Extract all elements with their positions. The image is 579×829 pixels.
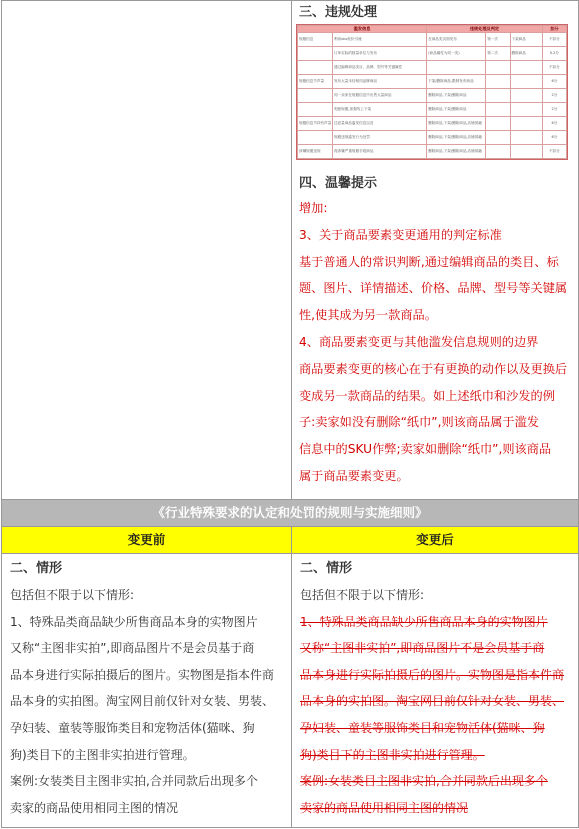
after-line	[292, 768, 578, 795]
mini-cell	[510, 89, 542, 103]
before-text	[2, 582, 291, 821]
deleted-text: 孕妇装、童装等服饰类目和宠物活体(猫咪、狗	[300, 720, 545, 735]
mini-cell: 删除商品,下架/删除商品	[427, 89, 486, 103]
mini-cell: 不扣分	[542, 61, 566, 75]
before-line: 品本身进行实际拍摄后的图片。实物图是指本件商	[10, 667, 275, 682]
tips-block	[292, 195, 578, 490]
tip-line: 增加:	[299, 201, 328, 215]
mini-cell: 删除商品,下架/删除商品,店铺屏蔽	[427, 117, 486, 131]
mini-cell	[486, 89, 510, 103]
mini-header: 滥发信息	[298, 26, 427, 33]
section4-title: 四、温馨提示	[299, 176, 378, 191]
mini-cell: 规避信息节持有声量	[298, 117, 333, 131]
mini-cell: 规避信息节声量	[298, 75, 333, 89]
mini-cell: 删除商品,下架/删除商品,店铺屏蔽	[427, 131, 486, 145]
mini-cell	[298, 131, 333, 145]
mini-header: 违规处理及判定	[427, 26, 543, 33]
rules-table	[1, 0, 579, 828]
mini-cell	[298, 103, 333, 117]
section3-title: 三、违规处理	[299, 5, 378, 20]
after-line	[292, 742, 578, 769]
mini-cell: 利用sku低价引流	[332, 33, 426, 47]
mini-cell: 删除商品,下架/删除商品,店铺屏蔽	[427, 145, 486, 159]
mini-cell	[298, 47, 333, 61]
mini-cell: 规避信息	[298, 33, 333, 47]
tip-line: 题、图片、详情描述、价格、品牌、型号等关键属	[299, 281, 568, 296]
deleted-text: 狗)类目下的主图非实拍进行管理。	[300, 747, 485, 762]
deleted-text: 品本身的实拍图。淘宝网目前仅针对女装、男装、	[300, 694, 565, 709]
mini-cell: 6分	[542, 75, 566, 89]
after-line	[292, 715, 578, 742]
tip-line: 4、商品要素变更与其他滥发信息规则的边界	[299, 334, 539, 349]
mini-cell: 第二次	[486, 47, 510, 61]
mini-header: 扣分	[542, 26, 566, 33]
mini-cell	[427, 61, 486, 75]
mini-cell	[486, 145, 510, 159]
mini-row	[298, 89, 567, 103]
mini-cell: (商品属性为同一类)	[427, 47, 486, 61]
mini-cell: 在商品类页面发布	[427, 33, 486, 47]
mini-cell	[510, 61, 542, 75]
mini-cell	[298, 61, 333, 75]
mini-cell	[486, 75, 510, 89]
mini-cell: 下架/删除商品,限制发布商品	[427, 75, 486, 89]
tip-line: 基于普通人的常识判断,通过编辑商品的类目、标	[299, 254, 559, 269]
tip-line: 子:卖家如没有删除“纸巾”,则该商品属于滥发	[299, 415, 539, 430]
after-text	[292, 582, 578, 821]
mini-cell: 规避违规滥发行为处罚	[332, 131, 426, 145]
before-line: 品本身的实拍图。淘宝网目前仅针对女装、男装、	[10, 694, 275, 709]
mini-row	[298, 145, 567, 159]
mini-cell: 不扣分	[542, 33, 566, 47]
after-line	[292, 662, 578, 689]
after-title: 二、情形	[300, 561, 353, 576]
mini-cell	[510, 145, 542, 159]
deleted-text: 品本身进行实际拍摄后的图片。实物图是指本件商	[300, 667, 565, 682]
after-line	[292, 795, 578, 822]
mini-row	[298, 131, 567, 145]
before-line: 卖家的商品使用相同主图的情况	[10, 800, 179, 815]
mini-cell: 2分	[542, 103, 566, 117]
deleted-text: 又称“主图非实拍”,即商品图片不是会员基于商	[300, 641, 545, 656]
mini-cell: 删除商品,下架/删除商品	[427, 103, 486, 117]
top-right-cell	[292, 1, 579, 500]
mini-cell: 通过编辑商品类目、品牌、型号等关键属性	[332, 61, 426, 75]
mini-cell: 6分	[542, 131, 566, 145]
mini-row	[298, 47, 567, 61]
deleted-text: 案例:女装类目主图非实拍,合并同款后出现多个	[300, 774, 548, 789]
top-left-empty-cell	[2, 1, 292, 500]
mini-cell: 不扣分	[542, 145, 566, 159]
mini-cell: 刻意规避,加强线上下架	[332, 103, 426, 117]
mini-row	[298, 33, 567, 47]
before-line: 1、特殊品类商品缺少所售商品本身的实物图片	[10, 614, 258, 629]
tip-line: 性,使其成为另一款商品。	[299, 308, 437, 323]
deleted-text: 卖家的商品使用相同主图的情况	[300, 800, 469, 815]
mini-cell	[486, 117, 510, 131]
mini-cell: 过滤量商品滥发信息以及	[332, 117, 426, 131]
after-line	[292, 635, 578, 662]
header-before: 变更前	[2, 527, 292, 554]
mini-cell	[486, 131, 510, 145]
tip-line: 商品要素变更的核心在于有更换的动作以及更换后	[299, 361, 568, 376]
mini-cell: 涉嫌规避违规	[298, 145, 333, 159]
mini-cell	[510, 117, 542, 131]
rules-banner: 《行业特殊要求的认定和处罚的规则与实施细则》	[2, 500, 579, 527]
mini-cell: 订单实际的数量单位与发布	[332, 47, 426, 61]
mini-row	[298, 61, 567, 75]
before-line: 孕妇装、童装等服饰类目和宠物活体(猫咪、狗	[10, 720, 255, 735]
tip-line: 变成另一款商品的结果。如上述纸巾和沙发的例	[299, 388, 555, 403]
before-title: 二、情形	[10, 561, 63, 576]
before-line: 狗)类目下的主图非实拍进行管理。	[10, 747, 195, 762]
mini-cell	[510, 75, 542, 89]
after-cell	[292, 554, 579, 828]
violation-table-image	[296, 24, 568, 160]
mini-cell	[510, 131, 542, 145]
mini-cell: 删除商品	[510, 47, 542, 61]
mini-cell: 0.2分	[542, 47, 566, 61]
after-line	[292, 688, 578, 715]
before-line: 包括但不限于以下情形:	[10, 588, 135, 602]
before-line: 又称“主图非实拍”,即商品图片不是会员基于商	[10, 641, 255, 656]
mini-row	[298, 75, 567, 89]
mini-cell: 将涉嫌严重规避手段商品	[332, 145, 426, 159]
after-line	[292, 609, 578, 636]
mini-row	[298, 117, 567, 131]
mini-cell: 同一卖家在规避信息中出售大量商品	[332, 89, 426, 103]
mini-cell: 6分	[542, 117, 566, 131]
tip-line: 属于商品要素变更。	[299, 468, 409, 483]
mini-cell	[486, 61, 510, 75]
tip-line: 3、关于商品要素变更通用的判定标准	[299, 227, 502, 242]
mini-cell	[486, 103, 510, 117]
mini-cell	[510, 103, 542, 117]
deleted-text: 1、特殊品类商品缺少所售商品本身的实物图片	[300, 614, 548, 629]
mini-row	[298, 103, 567, 117]
mini-cell: 第一次	[486, 33, 510, 47]
mini-cell: 2分	[542, 89, 566, 103]
tip-line: 信息中的SKU作弊;卖家如删除“纸巾”,则该商品	[299, 442, 552, 457]
mini-cell: 下架商品	[510, 33, 542, 47]
after-line: 包括但不限于以下情形:	[300, 588, 425, 602]
before-line: 案例:女装类目主图非实拍,合并同款后出现多个	[10, 774, 258, 789]
mini-cell: 发布大量未经相同品牌商品	[332, 75, 426, 89]
header-after: 变更后	[292, 527, 579, 554]
before-cell	[2, 554, 292, 828]
mini-cell	[298, 89, 333, 103]
